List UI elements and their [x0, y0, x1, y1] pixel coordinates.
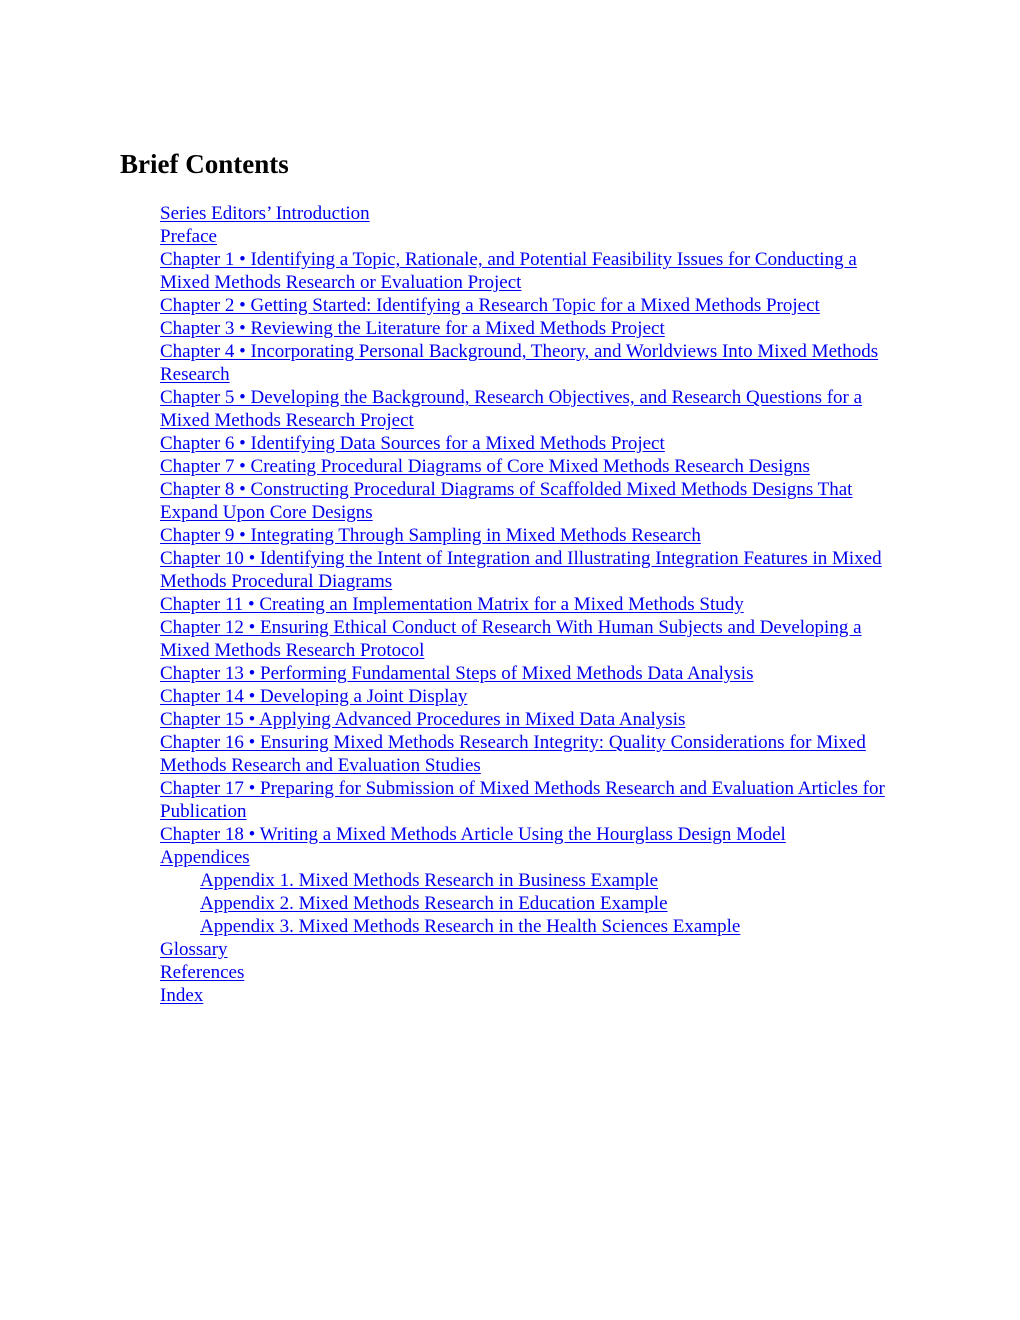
toc-item-chapter-17 [160, 777, 910, 823]
toc-link[interactable]: Appendix 1. Mixed Methods Research in Business Example [200, 870, 659, 891]
toc-item-chapter-18 [160, 823, 910, 846]
toc-link[interactable]: Appendix 2. Mixed Methods Research in Education Example [200, 893, 668, 914]
toc-item-chapter-2 [160, 294, 910, 317]
toc-link[interactable]: Chapter 16 • Ensuring Mixed Methods Research Integrity: Quality Considerations for Mixed Methods Research and Evaluation Studies [160, 732, 866, 776]
toc-link[interactable]: Chapter 4 • Incorporating Personal Background, Theory, and Worldviews Into Mixed Methods Research [160, 341, 879, 385]
toc-item-glossary [160, 938, 910, 961]
toc-item-chapter-12 [160, 616, 910, 662]
toc-link[interactable]: Chapter 7 • Creating Procedural Diagrams of Core Mixed Methods Research Designs [160, 456, 810, 477]
toc-link[interactable]: Chapter 6 • Identifying Data Sources for a Mixed Methods Project [160, 433, 665, 454]
toc-link[interactable]: Chapter 9 • Integrating Through Sampling in Mixed Methods Research [160, 525, 701, 546]
appendices-list [160, 869, 910, 938]
toc-item-chapter-1 [160, 248, 910, 294]
toc-item-chapter-9 [160, 524, 910, 547]
toc-item-references [160, 961, 910, 984]
toc-link[interactable]: Chapter 5 • Developing the Background, Research Objectives, and Research Questions for a Mixed Methods Research Project [160, 387, 863, 431]
toc-item-chapter-3 [160, 317, 910, 340]
toc-link[interactable]: Chapter 13 • Performing Fundamental Steps of Mixed Methods Data Analysis [160, 663, 754, 684]
toc-item-chapter-6 [160, 432, 910, 455]
toc-link[interactable]: Appendix 3. Mixed Methods Research in the Health Sciences Example [200, 916, 741, 937]
toc-item-appendix-3 [200, 915, 910, 938]
toc-item-chapter-8 [160, 478, 910, 524]
toc-link[interactable]: Chapter 17 • Preparing for Submission of Mixed Methods Research and Evaluation Articles for Publication [160, 778, 885, 822]
toc-item-chapter-16 [160, 731, 910, 777]
toc-link[interactable]: Appendices [160, 847, 250, 868]
toc-item-appendix-1 [200, 869, 910, 892]
toc-link[interactable]: Preface [160, 226, 217, 247]
toc-item-chapter-11 [160, 593, 910, 616]
page-title: Brief Contents [120, 149, 289, 179]
toc-link[interactable]: Index [160, 985, 204, 1006]
toc-link[interactable]: Chapter 8 • Constructing Procedural Diagrams of Scaffolded Mixed Methods Designs That Expand Upon Core Designs [160, 479, 853, 523]
toc-item-chapter-7 [160, 455, 910, 478]
toc-link[interactable]: Chapter 1 • Identifying a Topic, Rationale, and Potential Feasibility Issues for Conducting a Mixed Methods Research or Evaluation Project [160, 249, 857, 293]
toc-item-appendices [160, 846, 910, 938]
toc-link[interactable]: Chapter 12 • Ensuring Ethical Conduct of Research With Human Subjects and Developing a Mixed Methods Research Protocol [160, 617, 862, 661]
toc-link[interactable]: Chapter 18 • Writing a Mixed Methods Article Using the Hourglass Design Model [160, 824, 786, 845]
toc-link[interactable]: Glossary [160, 939, 228, 960]
toc-link[interactable]: Chapter 10 • Identifying the Intent of Integration and Illustrating Integration Features in Mixed Methods Procedural Diagrams [160, 548, 882, 592]
toc-item-appendix-2 [200, 892, 910, 915]
toc-link[interactable]: References [160, 962, 245, 983]
toc-item-preface [160, 225, 910, 248]
toc-link[interactable]: Chapter 3 • Reviewing the Literature for a Mixed Methods Project [160, 318, 665, 339]
toc-link[interactable]: Chapter 11 • Creating an Implementation Matrix for a Mixed Methods Study [160, 594, 744, 615]
toc-link[interactable]: Chapter 14 • Developing a Joint Display [160, 686, 468, 707]
table-of-contents [120, 202, 910, 1007]
toc-item-index [160, 984, 910, 1007]
toc-item-chapter-5 [160, 386, 910, 432]
brief-contents-page [120, 146, 910, 1007]
toc-item-chapter-4 [160, 340, 910, 386]
toc-link[interactable]: Series Editors’ Introduction [160, 203, 370, 224]
toc-link[interactable]: Chapter 15 • Applying Advanced Procedures in Mixed Data Analysis [160, 709, 686, 730]
toc-item-chapter-15 [160, 708, 910, 731]
toc-item-chapter-13 [160, 662, 910, 685]
toc-item-series-editors-introduction [160, 202, 910, 225]
toc-link[interactable]: Chapter 2 • Getting Started: Identifying a Research Topic for a Mixed Methods Project [160, 295, 820, 316]
toc-item-chapter-10 [160, 547, 910, 593]
toc-item-chapter-14 [160, 685, 910, 708]
